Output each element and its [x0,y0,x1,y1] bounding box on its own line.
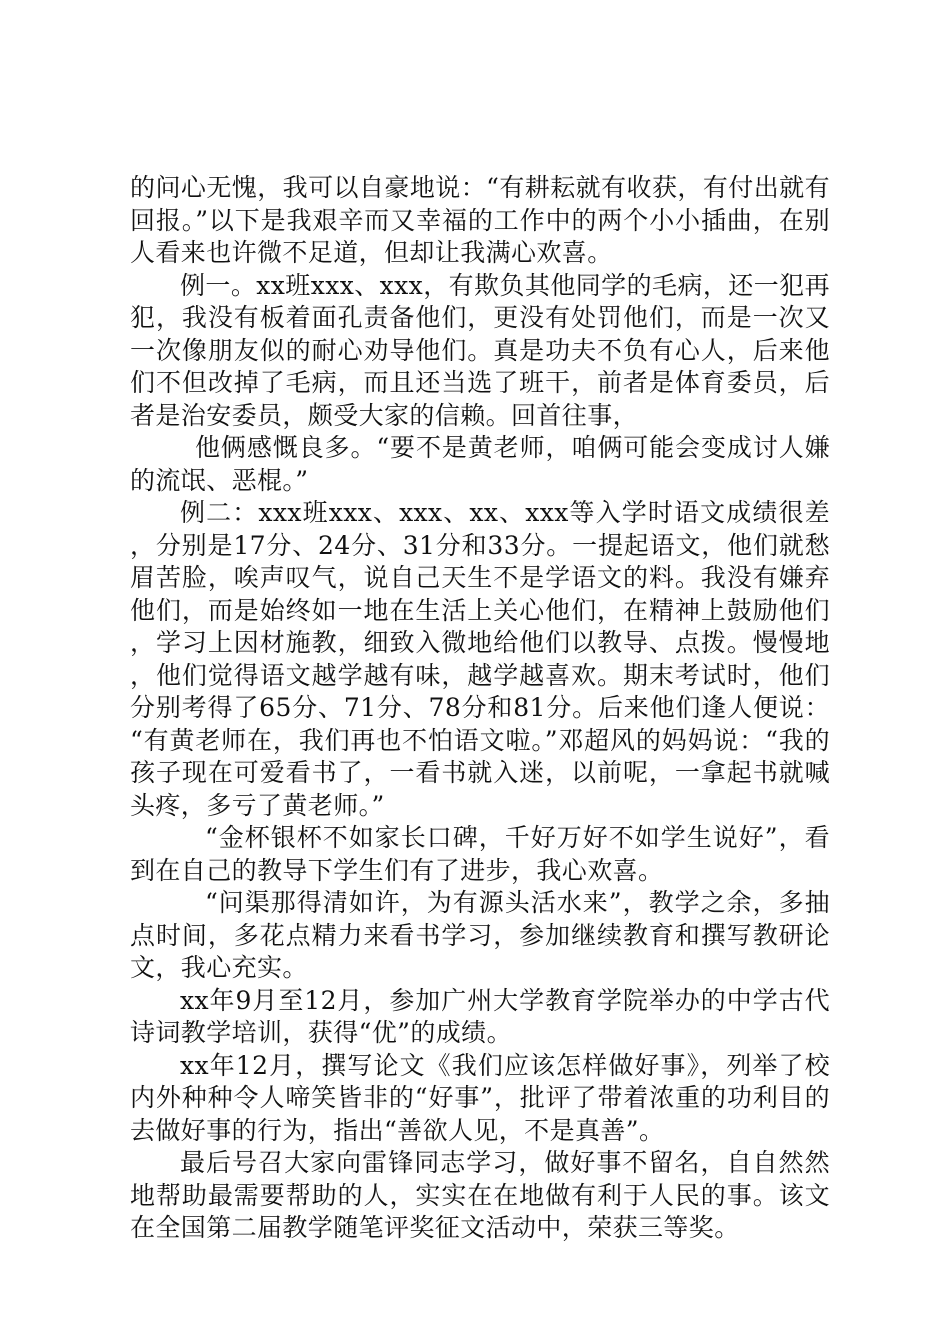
paragraph-example-two: 例二：xxx班xxx、xxx、xx、xxx等入学时语文成绩很差，分别是17分、24分、31分和33分。一提起语文，他们就愁眉苦脸，唉声叹气，说自己天生不是学语文的料。我没有嫌弃他们，而是始终如一地在生活上关心他们，在精神上鼓励他们，学习上因材施教，细致入微地给他们以教导、点拨。慢慢地，他们觉得语文越学越有味，越学越喜欢。期末考试时，他们分别考得了65分、71分、78分和81分。后来他们逢人便说：“有黄老师在，我们再也不怕语文啦。”邓超风的妈妈说：“我的孩子现在可爱看书了，一看书就入迷，以前呢，一拿起书就喊头疼，多亏了黄老师。” [130,498,830,820]
paragraph-training: xx年9月至12月，参加广州大学教育学院举办的中学古代诗词教学培训，获得“优”的成绩。 [130,985,830,1047]
paragraph-conclusion: 最后号召大家向雷锋同志学习，做好事不留名，自自然然地帮助最需要帮助的人，实实在在地做有利于人民的事。该文在全国第二届教学随笔评奖征文活动中，荣获三等奖。 [130,1148,830,1242]
document-body [130,172,830,1245]
paragraph-continuing-study: “问渠那得清如许，为有源头活水来”，教学之余，多抽点时间，多花点精力来看书学习，参加继续教育和撰写教研论文，我心充实。 [130,888,830,982]
paragraph-parent-praise: “金杯银杯不如家长口碑，千好万好不如学生说好”，看到在自己的教导下学生们有了进步，我心欢喜。 [130,823,830,885]
paragraph-thesis: xx年12月，撰写论文《我们应该怎样做好事》，列举了校内外种种令人啼笑皆非的“好事”，批评了带着浓重的功利目的去做好事的行为，指出“善欲人见，不是真善”。 [130,1050,830,1145]
paragraph-example-one: 例一。xx班xxx、xxx，有欺负其他同学的毛病，还一犯再犯，我没有板着面孔责备他们，更没有处罚他们，而是一次又一次像朋友似的耐心劝导他们。真是功夫不负有心人，后来他们不但改掉了毛病，而且还当选了班干，前者是体育委员，后者是治安委员，颇受大家的信赖。回首往事， [130,270,830,430]
paragraph-intro-continuation: 的问心无愧，我可以自豪地说：“有耕耘就有收获，有付出就有回报。”以下是我艰辛而又幸福的工作中的两个小小插曲，在别人看来也许微不足道，但却让我满心欢喜。 [130,173,830,267]
paragraph-students-reflection: 他俩感慨良多。“要不是黄老师，咱俩可能会变成讨人嫌的流氓、恶棍。” [130,433,830,495]
